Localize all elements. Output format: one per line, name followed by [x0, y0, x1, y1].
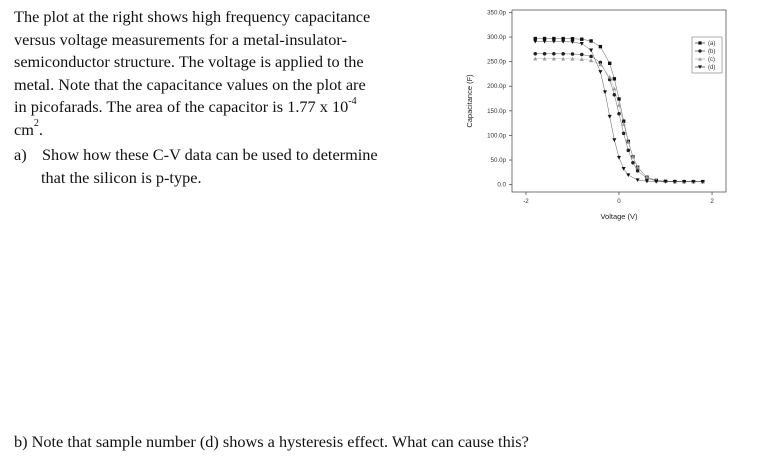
cv-plot [460, 0, 767, 232]
question-b: b) Note that sample number (d) shows a hysteresis effect. What can cause this? [14, 432, 529, 451]
y-tick-label: 300.0p [487, 34, 506, 42]
marker-square [534, 37, 537, 40]
y-tick-label: 250.0p [487, 58, 506, 66]
marker-circle [552, 52, 556, 56]
legend-label: (a) [708, 41, 716, 47]
intro-line: versus voltage measurements for a metal-insulator- [14, 29, 347, 49]
marker-circle [580, 53, 584, 57]
marker-square [571, 37, 574, 40]
question-a-line: Show how these C-V data can be used to determine [42, 145, 378, 164]
series-c [533, 57, 705, 184]
x-axis-label: Voltage (V) [600, 212, 638, 221]
y-axis-label: Capacitance (F) [465, 74, 474, 128]
marker-square [613, 77, 616, 80]
exponent: 2 [33, 118, 39, 130]
marker-triangle-down [603, 90, 607, 94]
marker-circle [627, 149, 631, 153]
y-tick-label: 50.0p [490, 157, 506, 165]
question-a [14, 144, 434, 189]
y-tick-label: 0.0 [497, 181, 506, 189]
marker-square [543, 37, 546, 40]
series-line [535, 41, 702, 181]
question-a-label: a) [14, 145, 27, 164]
marker-square [698, 41, 701, 44]
unit-text: cm [14, 119, 34, 139]
intro-line [14, 96, 434, 119]
y-tick-label: 350.0p [487, 9, 506, 17]
marker-square [561, 37, 564, 40]
marker-circle [543, 52, 547, 56]
x-tick-label: 2 [710, 198, 714, 205]
marker-circle [636, 169, 640, 173]
y-tick-label: 200.0p [487, 83, 506, 91]
problem-intro [14, 6, 434, 141]
marker-triangle-down [622, 167, 626, 171]
marker-square [589, 39, 592, 42]
legend-label: (d) [708, 65, 716, 71]
marker-square [552, 37, 555, 40]
marker-circle [571, 52, 575, 56]
question-a-line: that the silicon is p-type. [41, 167, 202, 187]
marker-circle [533, 52, 537, 56]
marker-circle [617, 112, 621, 116]
marker-square [599, 45, 602, 48]
marker-triangle-down [580, 42, 584, 46]
legend-label: (c) [708, 57, 715, 63]
period: . [38, 119, 43, 139]
intro-line: The plot at the right shows high frequency capacitance [14, 7, 371, 26]
legend-label: (b) [708, 49, 716, 55]
x-tick-label: 0 [617, 198, 621, 205]
marker-circle [631, 161, 635, 165]
x-tick-label: -2 [523, 198, 529, 205]
series-line [535, 39, 702, 182]
marker-circle [561, 52, 565, 56]
marker-triangle-down [612, 138, 616, 142]
intro-line: metal. Note that the capacitance values on the plot are [14, 74, 366, 94]
marker-circle [698, 49, 701, 52]
intro-area-text: in picofarads. The area of the capacitor is 1.77 x 10 [14, 97, 349, 116]
marker-triangle-down [617, 156, 621, 160]
series-d [533, 40, 705, 184]
series-b [533, 52, 704, 183]
marker-triangle-down [626, 173, 630, 177]
marker-triangle-up [612, 87, 616, 91]
marker-square [580, 38, 583, 41]
marker-triangle-down [589, 48, 593, 52]
intro-line: semiconductor structure. The voltage is applied to the [14, 52, 364, 71]
marker-circle [622, 132, 626, 136]
y-tick-label: 100.0p [487, 132, 506, 140]
marker-triangle-down [598, 70, 602, 74]
series-line [535, 54, 702, 182]
marker-triangle-down [608, 115, 612, 119]
marker-circle [589, 55, 593, 59]
intro-line [14, 119, 434, 142]
series-line [535, 59, 702, 182]
y-tick-label: 150.0p [487, 107, 506, 115]
exponent: -4 [348, 95, 357, 107]
marker-square [608, 62, 611, 65]
legend-box [692, 37, 722, 73]
